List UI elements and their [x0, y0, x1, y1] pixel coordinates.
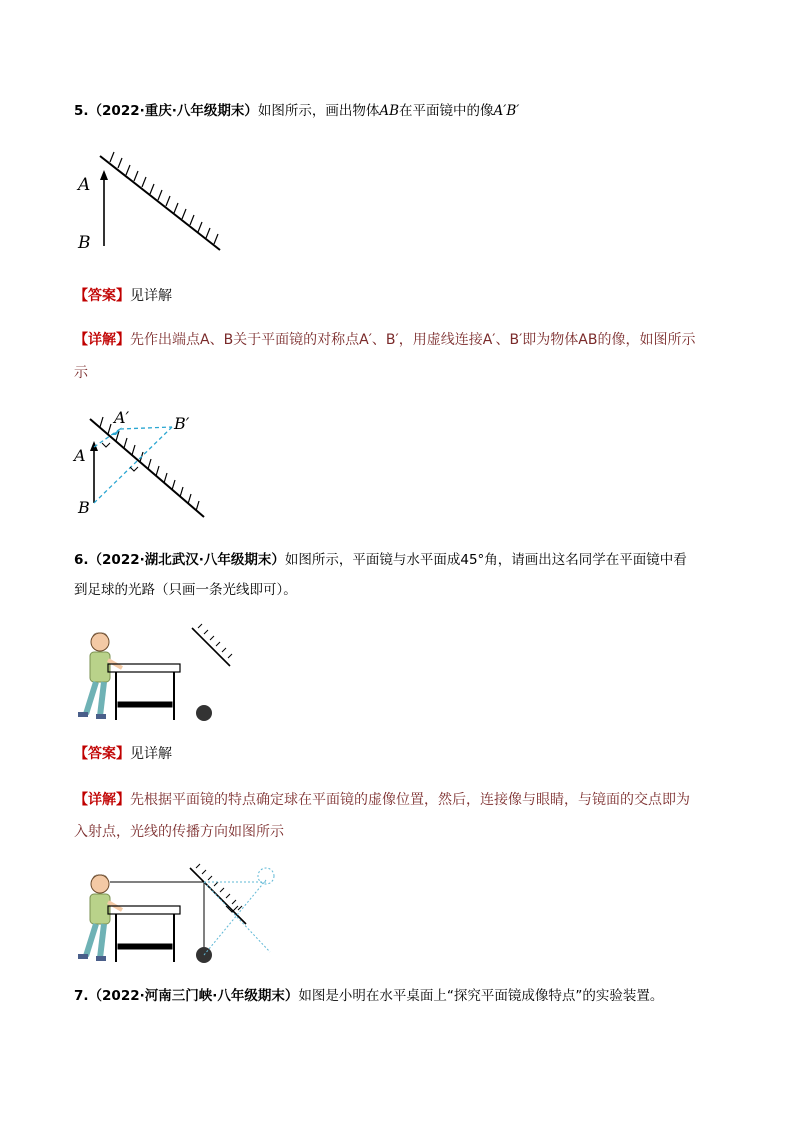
svg-text:B′: B′	[174, 414, 190, 433]
question-text-2: 在平面镜中的像	[399, 103, 494, 119]
answer-tag: 【答案】	[74, 288, 130, 304]
question-5	[74, 101, 519, 121]
detail-6-line2: 入射点，光线的传播方向如图所示	[74, 824, 284, 840]
image-ab: A′B′	[493, 103, 520, 119]
question-6: 6.（2022·湖北武汉·八年级期末）如图所示，平面镜与水平面成45°角，请画出这名同学在平面镜中看	[74, 552, 687, 568]
figure-5-answer	[72, 405, 222, 523]
question-source: （2022·重庆·八年级期末）	[88, 103, 258, 119]
football	[196, 705, 212, 721]
table	[108, 664, 180, 720]
detail-5-line2: 示	[74, 365, 88, 381]
detail-text: 先作出端点A、B关于平面镜的对称点A′、B′，用虚线连接A′、B′即为物体AB的像，如图所示	[130, 332, 696, 348]
object-ab: AB	[379, 103, 400, 119]
figure-6-answer	[70, 862, 280, 968]
detail-tag: 【详解】	[74, 332, 130, 348]
answer-6: 【答案】见详解	[74, 746, 172, 762]
figure-5-question	[70, 148, 230, 258]
svg-text:B: B	[78, 498, 90, 517]
svg-text:A: A	[74, 446, 86, 465]
svg-text:A′: A′	[114, 408, 130, 427]
label-b: B	[78, 233, 91, 253]
mirror	[192, 628, 230, 666]
answer-5	[74, 286, 172, 306]
mirror-hatch	[110, 152, 218, 244]
question-text: 如图所示，画出物体	[257, 103, 380, 119]
label-a: A	[78, 175, 91, 195]
question-7: 7.（2022·河南三门峡·八年级期末）如图是小明在水平桌面上“探究平面镜成像特点”的实验装置。	[74, 988, 664, 1004]
detail-6: 【详解】先根据平面镜的特点确定球在平面镜的虚像位置，然后，连接像与眼睛，与镜面的交点即为	[74, 792, 690, 808]
answer-text: 见详解	[130, 288, 172, 304]
dashed-lines	[94, 427, 172, 503]
question-number: 5.	[74, 103, 89, 119]
question-6-line2: 到足球的光路（只画一条光线即可）。	[74, 582, 297, 598]
detail-5	[74, 330, 734, 350]
figure-6-question	[70, 620, 240, 726]
